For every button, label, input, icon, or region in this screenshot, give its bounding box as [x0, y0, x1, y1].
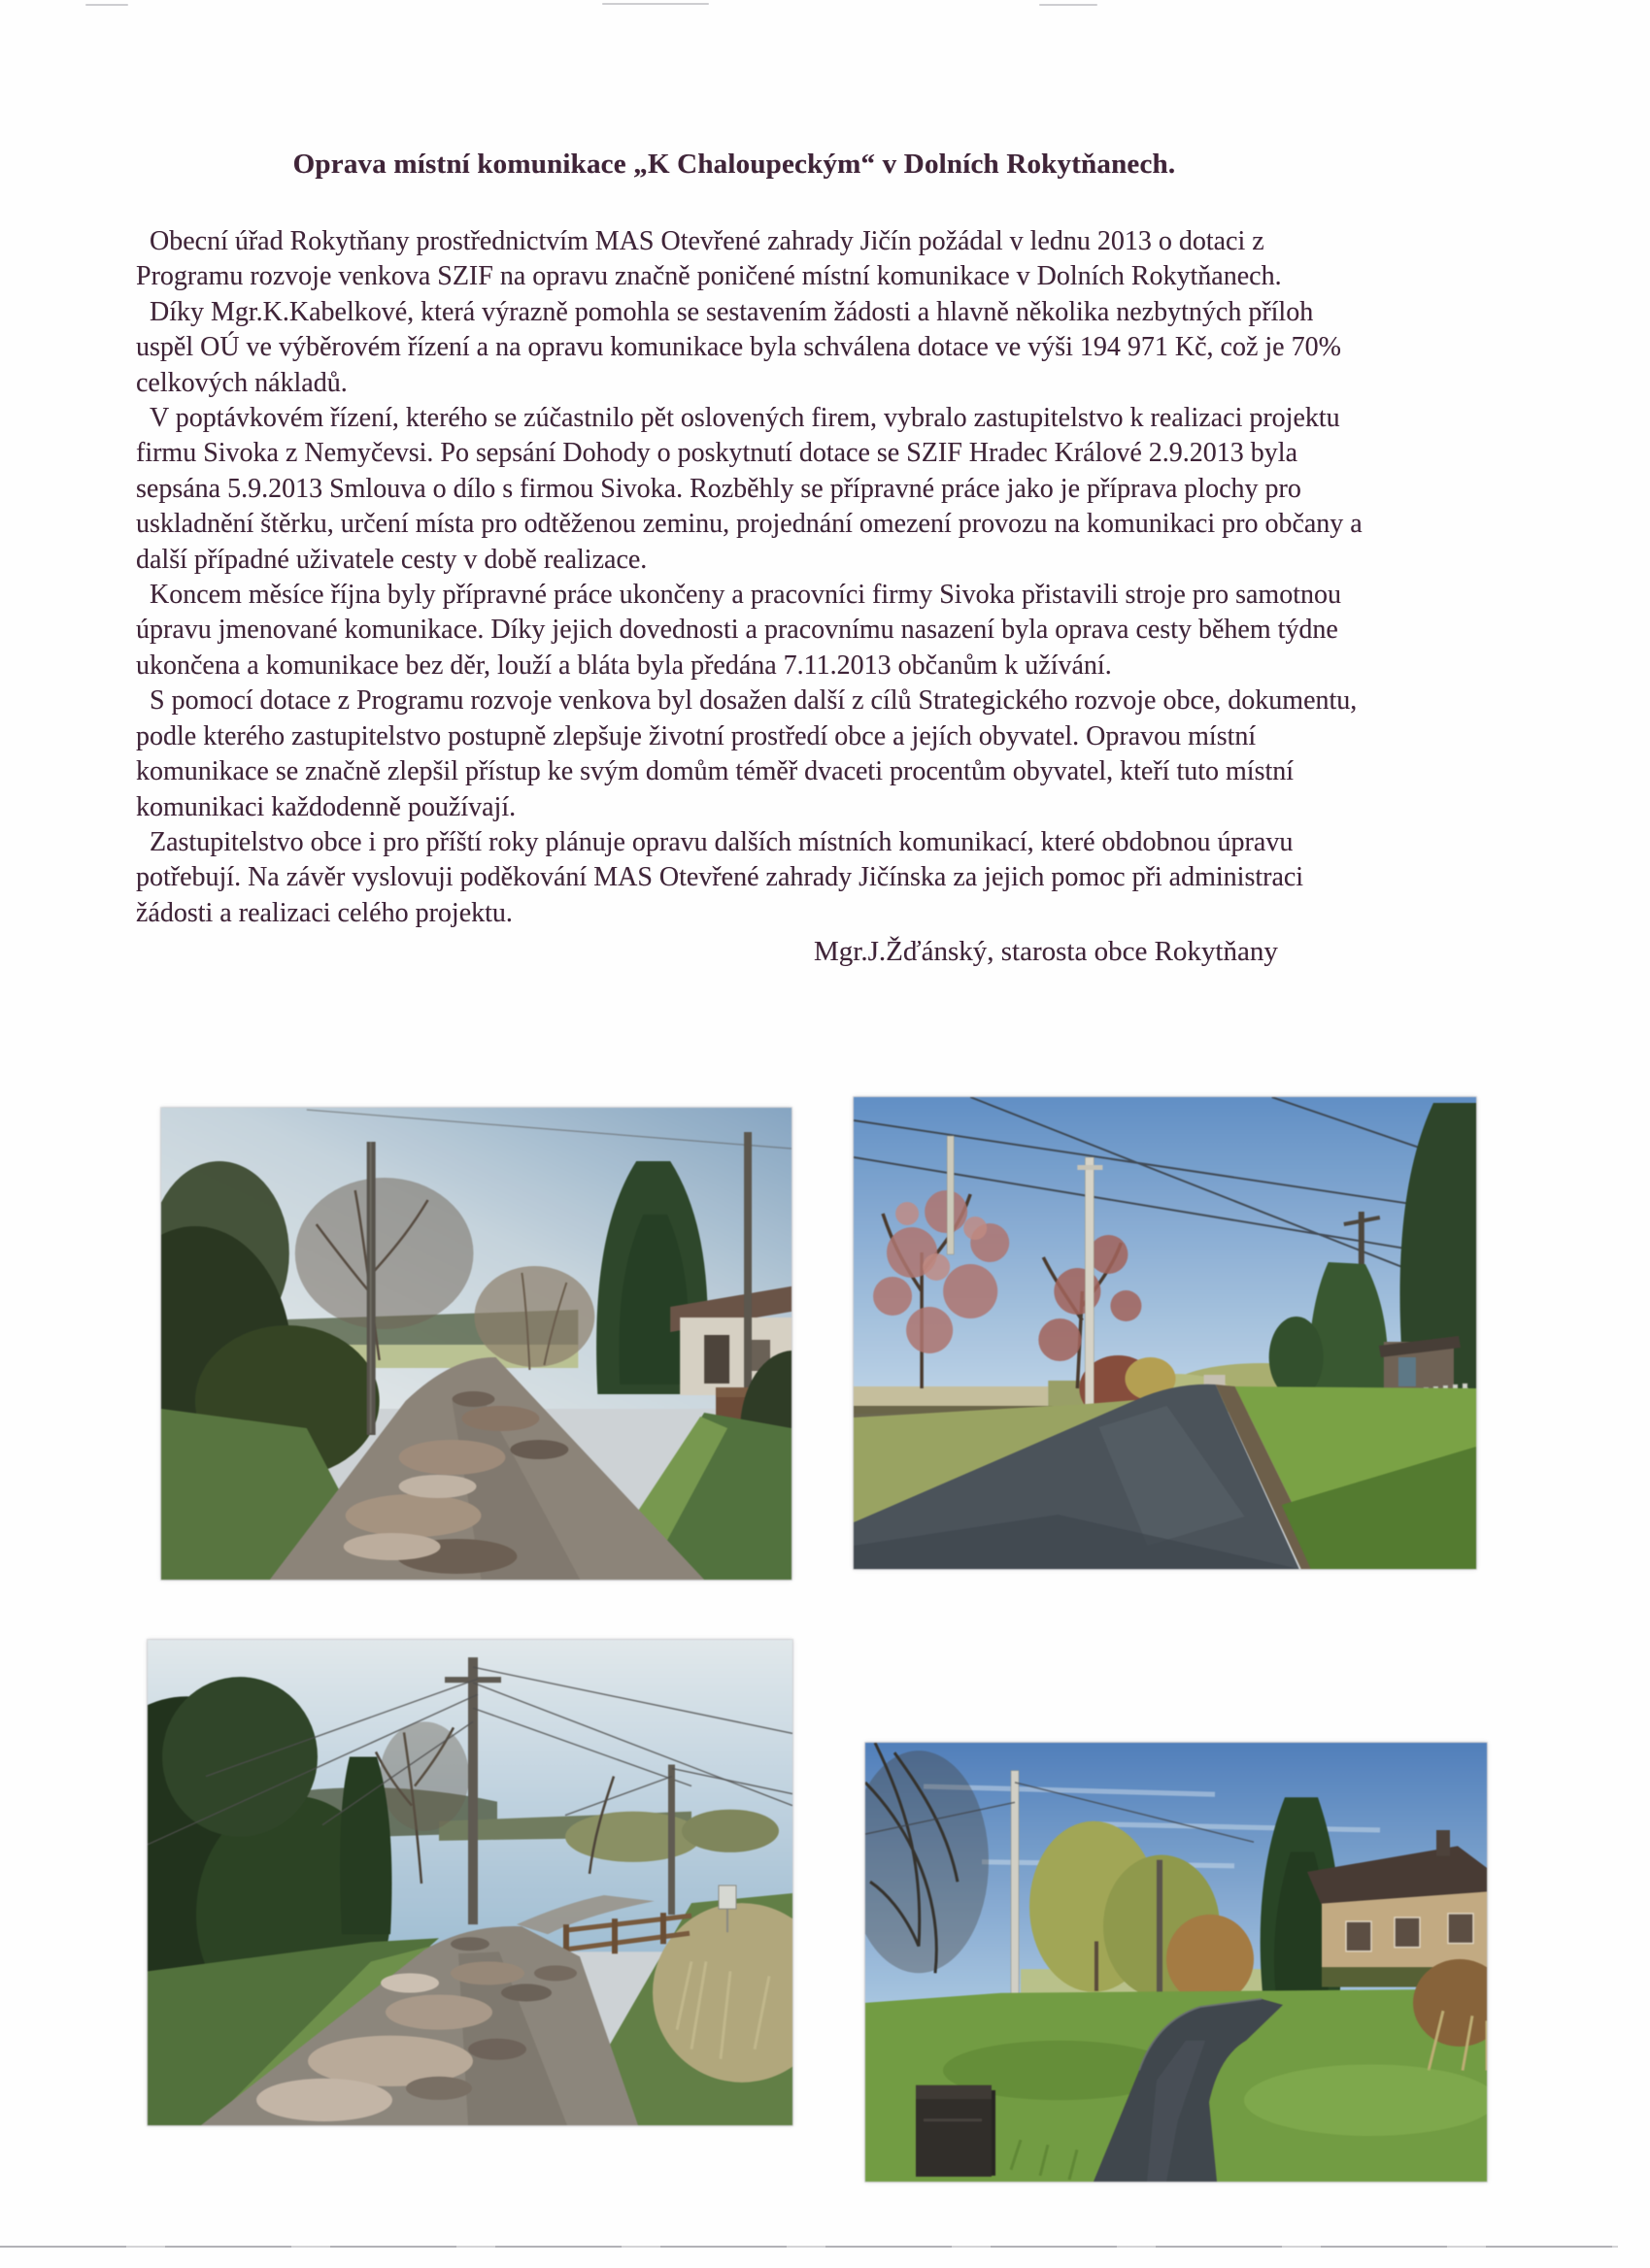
- scan-artifact-top-left: [85, 4, 128, 6]
- scan-artifact-bottom-line: [0, 2246, 1618, 2248]
- paragraph-5: S pomocí dotace z Programu rozvoje venkova byl dosažen další z cílů Strategického rozvoje obce, dokumentu, podle kterého zastupitelstvo postupně zlepšuje životní prostředí obce a jejích obyvatel. Opravou místní komunikace se značně zlepšil přístup ke svým domům téměř dvaceti procentům obyvatel, kteří tuto místní komunikaci každodenně používají.: [136, 685, 1358, 822]
- paragraph-4: Koncem měsíce října byly přípravné práce ukončeny a pracovníci firmy Sivoka přistavili stroje pro samotnou úpravu jmenované komunikace. Díky jejich dovednosti a pracovnímu nasazení byla oprava cesty během týdne ukončena a komunikace bez děr, louží a bláta byla předána 7.11.2013 občanům k užívání.: [136, 580, 1341, 681]
- photo-repaired-road-after-top-right: [854, 1097, 1476, 1569]
- article-body: [136, 224, 1367, 931]
- paragraph-1: Obecní úřad Rokytňany prostřednictvím MAS Otevřené zahrady Jičín požádal v lednu 2013 o dotaci z Programu rozvoje venkova SZIF na opravu značně poničené místní komunikace v Dolních Rokytňanech.: [136, 226, 1282, 292]
- paragraph-2: Díky Mgr.K.Kabelkové, která výrazně pomohla se sestavením žádosti a hlavně několika nezbytných příloh uspěl OÚ ve výběrovém řízení a na opravu komunikace byla schválena dotace ve výši 194 971 Kč, což je 70% celkových nákladů.: [136, 296, 1341, 398]
- scan-artifact-top-middle: [602, 3, 709, 5]
- photo-damaged-road-before-bottom-left-image: [148, 1640, 792, 2125]
- paragraph-6: Zastupitelstvo obce i pro příští roky plánuje opravu dalších místních komunikací, které obdobnou úpravu potřebují. Na závěr vyslovuji poděkování MAS Otevřené zahrady Jičínska za jejich pomoc při administraci žádosti a realizaci celého projektu.: [136, 826, 1304, 928]
- scan-artifact-top-right: [1039, 4, 1097, 6]
- photo-repaired-road-after-top-right-image: [854, 1097, 1476, 1569]
- page-title: Oprava místní komunikace „K Chaloupeckým“ v Dolních Rokytňanech.: [292, 149, 1176, 181]
- photo-repaired-road-after-bottom-right: [865, 1743, 1487, 2182]
- photo-damaged-road-before-top-left-image: [161, 1108, 791, 1580]
- signature-line: Mgr.J.Žďánský, starosta obce Rokytňany: [814, 936, 1278, 967]
- photo-damaged-road-before-top-left: [161, 1108, 791, 1580]
- paragraph-3: V poptávkovém řízení, kterého se zúčastnilo pět oslovených firem, vybralo zastupitelstvo k realizaci projektu firmu Sivoka z Nemyčevsi. Po sepsání Dohody o poskytnutí dotace se SZIF Hradec Králové 2.9.2013 byla sepsána 5.9.2013 Smlouva o dílo s firmou Sivoka. Rozběhly se přípravné práce jako je příprava plochy pro uskladnění štěrku, určení místa pro odtěženou zeminu, projednání omezení provozu na komunikaci pro občany a další případné uživatele cesty v době realizace.: [136, 403, 1363, 575]
- photo-repaired-road-after-bottom-right-image: [865, 1743, 1487, 2182]
- photo-damaged-road-before-bottom-left: [148, 1640, 792, 2125]
